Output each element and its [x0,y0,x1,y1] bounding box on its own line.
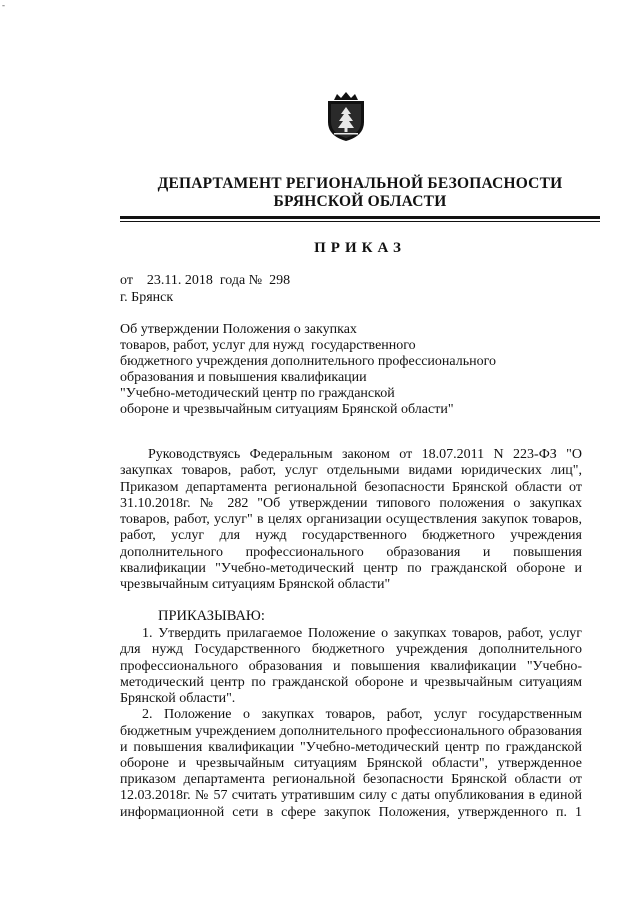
preamble-line: дополнительного профессионального образования и повышения [120,545,582,560]
item2-line: 12.03.2018г. № 57 считать утратившим силу с даты опубликования в единой [120,788,582,803]
preamble-line: закупках товаров, работ, услуг отдельными видами юридических лиц", [120,463,582,478]
order-date-number: от 23.11. 2018 года № 298 [120,273,291,288]
preamble-line: чрезвычайным ситуациям Брянской области" [120,577,391,592]
header-rule-thin [120,221,600,222]
department-name-line2: БРЯНСКОЙ ОБЛАСТИ [273,193,447,210]
subject-line: бюджетного учреждения дополнительного профессионального [120,354,497,369]
item1-line: методический центр по гражданской обороне и чрезвычайным ситуациям [120,675,582,690]
subject-line: обороне и чрезвычайным ситуациям Брянской области" [120,402,454,417]
scan-mark: - [2,0,5,10]
item2-line: бюджетным учреждением дополнительного профессионального образования [120,724,582,739]
item1-line: 1. Утвердить прилагаемое Положение о закупках товаров, работ, услуг [142,626,582,641]
order-title: ПРИКАЗ [314,240,406,256]
preamble-line: товаров, работ, услуг" в целях организации осуществления закупок товаров, [120,512,582,527]
department-name-line1: ДЕПАРТАМЕНТ РЕГИОНАЛЬНОЙ БЕЗОПАСНОСТИ [157,175,563,192]
preamble-line: Руководствуясь Федеральным законом от 18.07.2011 N 223-ФЗ "О [148,447,582,462]
header-rule-thick [120,216,600,219]
item1-line: Брянской области". [120,691,236,706]
order-city: г. Брянск [120,290,174,305]
item2-line: 2. Положение о закупках товаров, работ, услуг государственным [142,707,582,722]
item1-line: для нужд Государственного бюджетного учреждения дополнительного [120,642,582,657]
item2-line: и повышения квалификации "Учебно-методический центр по гражданской [120,740,582,755]
preamble-line: 31.10.2018г. № 282 "Об утверждении типового положения о закупках [120,496,582,511]
preamble-line: работ, услуг для нужд государственного бюджетного учреждения [120,528,582,543]
preamble-line: квалификации "Учебно-методический центр по гражданской обороне и [120,561,582,576]
preamble-line: Приказом департамента региональной безопасности Брянской области от [120,480,582,495]
item2-line: информационной сети в сфере закупок Положения, утвержденного п. 1 [120,805,582,820]
subject-line: Об утверждении Положения о закупках [120,322,357,337]
decree-word: ПРИКАЗЫВАЮ: [158,608,265,624]
item2-line: обороне и чрезвычайным ситуациям Брянской области", утвержденное [120,756,582,771]
subject-line: товаров, работ, услуг для нужд государственного [120,338,416,353]
subject-line: образования и повышения квалификации [120,370,367,385]
item2-line: приказом департамента региональной безопасности Брянской области от [120,772,582,787]
subject-line: "Учебно-методический центр по гражданской [120,386,395,401]
coat-of-arms-emblem [325,92,367,142]
item1-line: профессионального образования и повышения квалификации "Учебно- [120,659,582,674]
